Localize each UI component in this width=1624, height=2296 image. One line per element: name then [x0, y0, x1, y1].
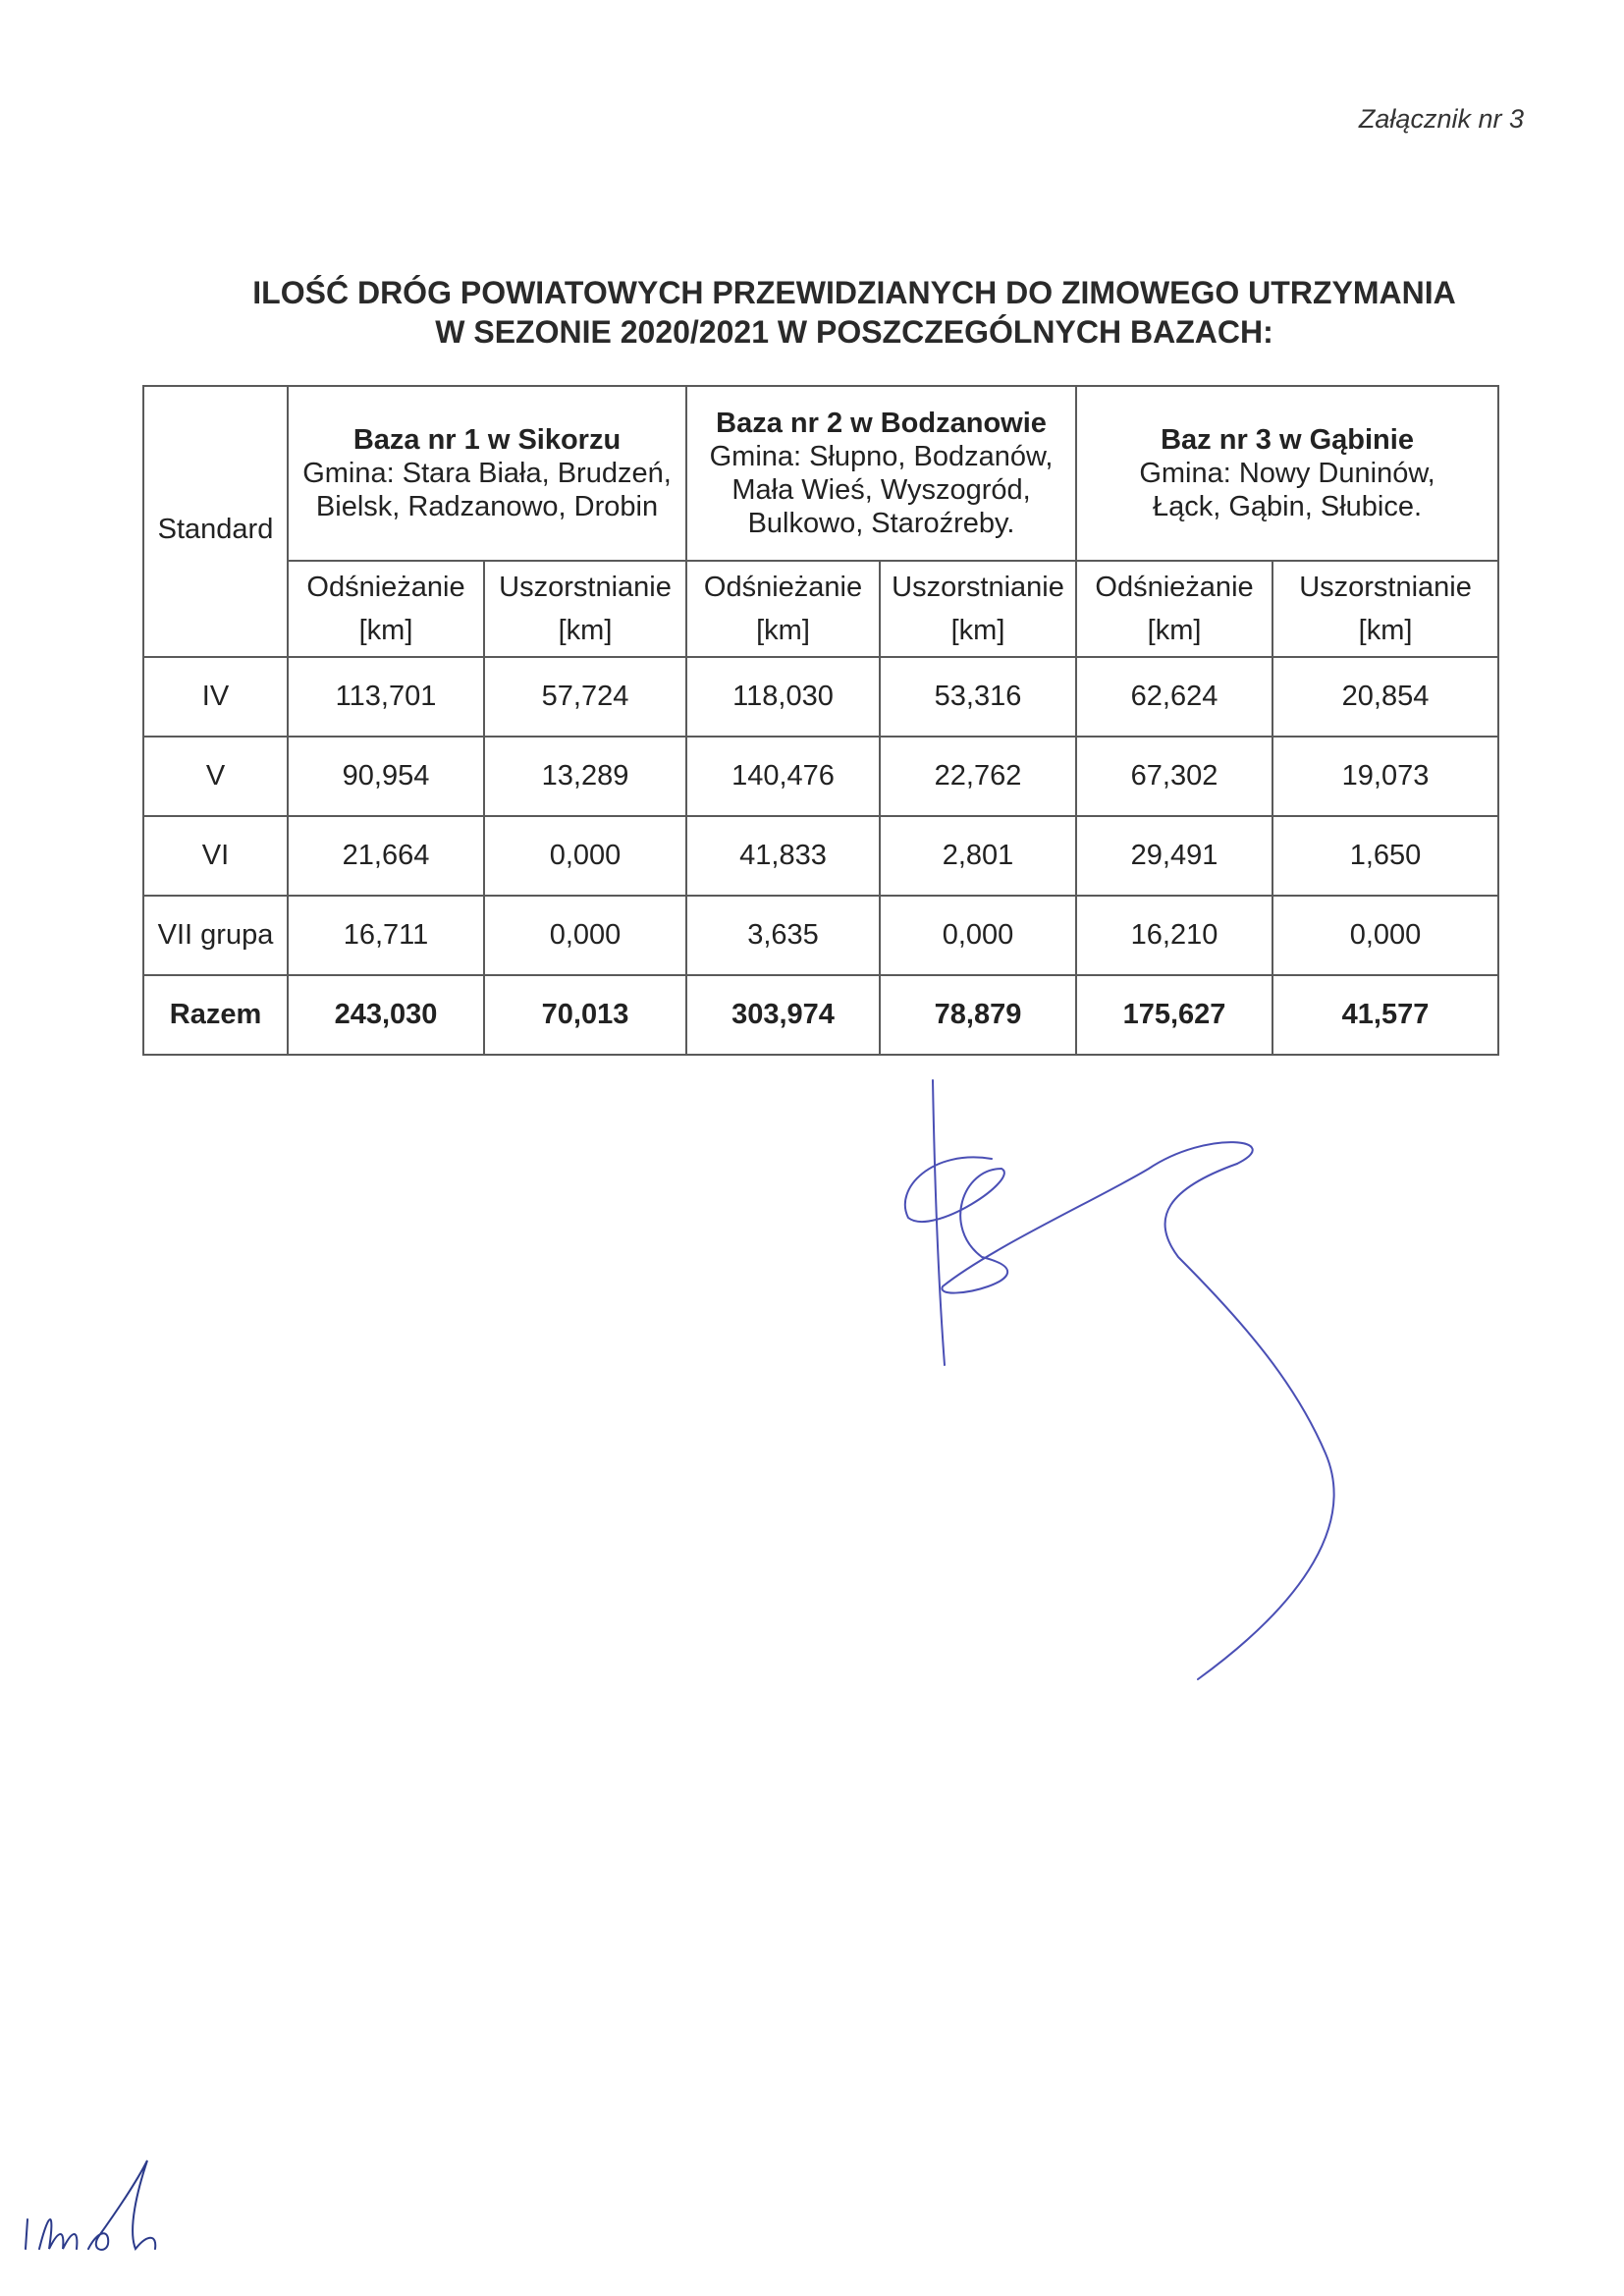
value-cell: 3,635 — [686, 896, 880, 975]
value-cell: 90,954 — [288, 737, 484, 816]
value-cell: 20,854 — [1272, 657, 1498, 737]
value-cell: 2,801 — [880, 816, 1076, 896]
handwritten-signature — [874, 1070, 1365, 1699]
base-2-header — [686, 386, 1076, 561]
base-gmina: Bielsk, Radzanowo, Drobin — [315, 491, 659, 522]
total-value: 41,577 — [1272, 975, 1498, 1055]
value-cell: 0,000 — [484, 896, 686, 975]
value-cell: 22,762 — [880, 737, 1076, 816]
base-gmina: Gmina: Nowy Duninów, — [1139, 458, 1435, 489]
value-cell: 21,664 — [288, 816, 484, 896]
title-line-1: ILOŚĆ DRÓG POWIATOWYCH PRZEWIDZIANYCH DO ZIMOWEGO UTRZYMANIA — [252, 275, 1456, 310]
attachment-label: Załącznik nr 3 — [1358, 104, 1524, 134]
title-line-2: W SEZONIE 2020/2021 W POSZCZEGÓLNYCH BAZACH: — [435, 314, 1273, 350]
table-row — [143, 657, 1498, 737]
value-cell: 0,000 — [1272, 896, 1498, 975]
value-cell: 62,624 — [1076, 657, 1272, 737]
standard-cell: V — [143, 737, 288, 816]
value-cell: 19,073 — [1272, 737, 1498, 816]
value-cell: 16,210 — [1076, 896, 1272, 975]
value-cell: 113,701 — [288, 657, 484, 737]
standard-cell: IV — [143, 657, 288, 737]
table-row — [143, 896, 1498, 975]
total-value: 303,974 — [686, 975, 880, 1055]
base-gmina: Bulkowo, Staroźreby. — [747, 508, 1015, 539]
value-cell: 16,711 — [288, 896, 484, 975]
total-label: Razem — [143, 975, 288, 1055]
base-name: Baz nr 3 w Gąbinie — [1161, 424, 1414, 456]
base-1-header — [288, 386, 686, 561]
value-cell: 29,491 — [1076, 816, 1272, 896]
value-cell: 140,476 — [686, 737, 880, 816]
value-cell: 57,724 — [484, 657, 686, 737]
table-row — [143, 816, 1498, 896]
value-cell: 0,000 — [880, 896, 1076, 975]
gritting-header: Uszorstnianie [km] — [484, 561, 686, 657]
base-gmina: Łąck, Gąbin, Słubice. — [1153, 491, 1423, 522]
value-cell: 118,030 — [686, 657, 880, 737]
table-subheader-row — [143, 561, 1498, 657]
snow-clearing-header: Odśnieżanie [km] — [1076, 561, 1272, 657]
document-title — [157, 273, 1551, 352]
base-gmina: Mała Wieś, Wyszogród, — [731, 474, 1031, 506]
snow-clearing-header: Odśnieżanie [km] — [686, 561, 880, 657]
value-cell: 41,833 — [686, 816, 880, 896]
standard-cell: VI — [143, 816, 288, 896]
base-gmina: Gmina: Słupno, Bodzanów, — [709, 441, 1054, 472]
base-name: Baza nr 1 w Sikorzu — [352, 424, 622, 456]
total-value: 175,627 — [1076, 975, 1272, 1055]
total-value: 78,879 — [880, 975, 1076, 1055]
value-cell: 0,000 — [484, 816, 686, 896]
standard-header: Standard — [143, 386, 288, 657]
table-header-row — [143, 386, 1498, 561]
total-value: 243,030 — [288, 975, 484, 1055]
value-cell: 67,302 — [1076, 737, 1272, 816]
table-row — [143, 737, 1498, 816]
value-cell: 1,650 — [1272, 816, 1498, 896]
value-cell: 13,289 — [484, 737, 686, 816]
base-name: Baza nr 2 w Bodzanowie — [716, 408, 1047, 439]
base-3-header — [1076, 386, 1498, 561]
total-row — [143, 975, 1498, 1055]
standard-cell: VII grupa — [143, 896, 288, 975]
gritting-header: Uszorstnianie [km] — [880, 561, 1076, 657]
base-gmina: Gmina: Stara Biała, Brudzeń, — [302, 458, 672, 489]
total-value: 70,013 — [484, 975, 686, 1055]
gritting-header: Uszorstnianie [km] — [1272, 561, 1498, 657]
value-cell: 53,316 — [880, 657, 1076, 737]
snow-clearing-header: Odśnieżanie [km] — [288, 561, 484, 657]
handwritten-initials — [20, 2151, 177, 2269]
roads-table — [142, 385, 1499, 1056]
